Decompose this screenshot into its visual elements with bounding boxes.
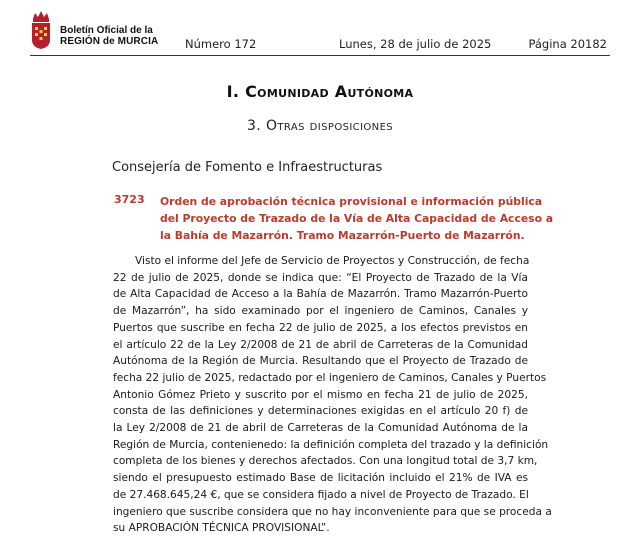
body-line: Región de Murcia, contenienedo: la definición completa del trazado y la definición: [113, 438, 549, 451]
body-paragraph: [113, 253, 552, 537]
body-line: Puertos que suscribe en fecha 22 de julio de 2025, a los efectos previstos en: [113, 321, 528, 334]
brand-name: [60, 25, 158, 47]
body-line: la Ley 2/2008 de 21 de abril de Carreteras de la Comunidad Autónoma de la: [113, 422, 528, 435]
body-line: el artículo 22 de la Ley 2/2008 de 21 de abril de Carreteras de la Comunidad: [113, 338, 528, 351]
issue-date: Lunes, 28 de julio de 2025: [339, 37, 492, 51]
page-number: Página 20182: [528, 37, 607, 51]
header-divider: [30, 55, 610, 56]
page-header: [0, 0, 640, 58]
order-title-line: Orden de aprobación técnica provisional e información pública: [160, 195, 543, 208]
body-line: Visto el informe del Jefe de Servicio de Proyectos y Construcción, de fecha: [135, 255, 530, 267]
body-line: Antonio Gómez Prieto y suscrito por el mismo en fecha 21 de julio de 2025,: [113, 388, 528, 401]
body-line: 22 de julio de 2025, donde se indica que: “El Proyecto de Trazado de la Vía: [113, 271, 528, 284]
body-line: ingeniero que suscribe considera que no hay inconveniente para que se proceda a: [113, 505, 552, 518]
issue-number: Número 172: [185, 37, 257, 51]
brand-line-2: REGIÓN de MURCIA: [60, 36, 159, 47]
department-name: Consejería de Fomento e Infraestructuras: [112, 160, 383, 175]
order-title-line: la Bahía de Mazarrón. Tramo Mazarrón-Puerto de Mazarrón.: [160, 229, 525, 242]
subsection-title: 3. Otras disposiciones: [246, 118, 394, 134]
body-line: su APROBACIÓN TÉCNICA PROVISIONAL”.: [113, 522, 330, 535]
order-title: [160, 193, 554, 244]
order-number: 3723: [114, 193, 145, 206]
body-line: de Mazarrón”, ha sido examinado por el ingeniero de Caminos, Canales y: [113, 305, 528, 318]
order-title-line: del Proyecto de Trazado de la Vía de Alta Capacidad de Acceso a: [160, 212, 554, 225]
section-title: I. Comunidad Autónoma: [226, 82, 414, 101]
body-line: Autónoma de la Región de Murcia. Resultando que el Proyecto de Trazado de: [113, 355, 528, 368]
murcia-crest-icon: [30, 10, 52, 50]
body-line: consta de las definiciones y determinaciones exigidas en el artículo 20 f) de: [113, 405, 528, 418]
body-line: siendo el presupuesto estimado Base de licitación incluido el 21% de IVA es: [113, 472, 528, 485]
body-line: de Alta Capacidad de Acceso a la Bahía de Mazarrón. Tramo Mazarrón-Puerto: [113, 288, 528, 301]
brand-line-1: Boletín Oficial de la: [60, 25, 153, 36]
body-line: completa de los bienes y derechos afectados. Con una longitud total de 3,7 km,: [113, 455, 538, 468]
body-line: de 27.468.645,24 €, que se considera fijado a nivel de Proyecto de Trazado. El: [113, 488, 529, 501]
body-line: fecha 22 julio de 2025, redactado por el ingeniero de Caminos, Canales y Puertos: [113, 371, 547, 384]
